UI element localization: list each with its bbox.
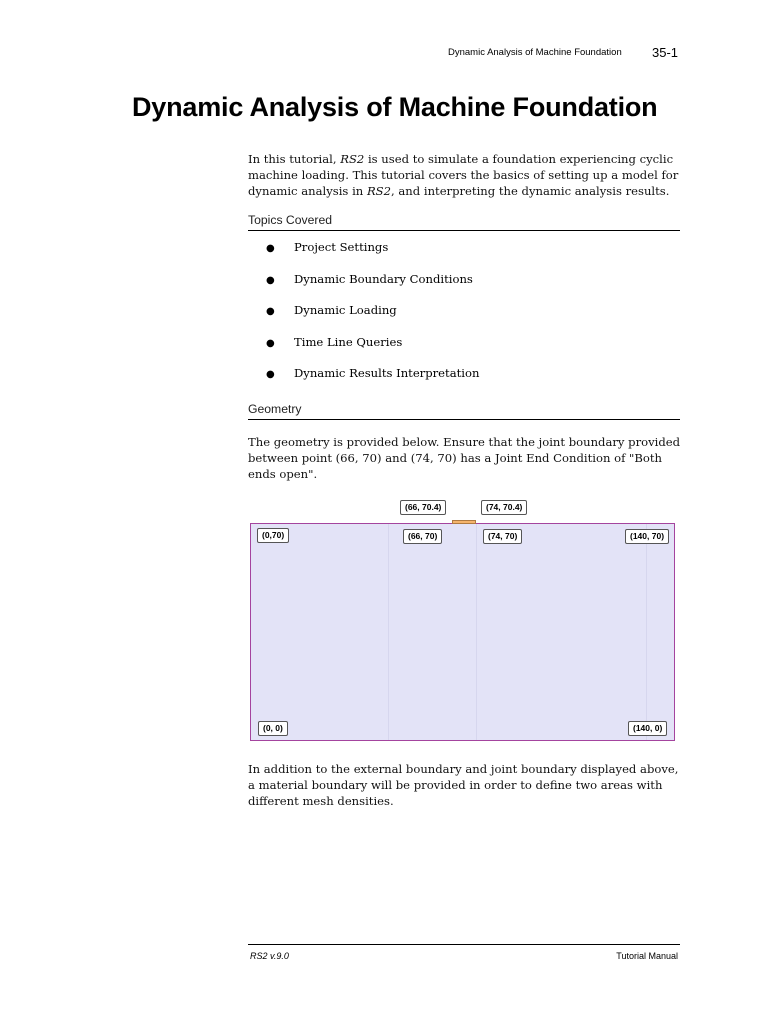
coordinate-label: (0,70) — [257, 528, 289, 543]
list-item — [266, 365, 479, 397]
joint-boundary — [452, 520, 476, 524]
coordinate-label: (74, 70.4) — [481, 500, 527, 515]
topic-label: Dynamic Results Interpretation — [294, 366, 480, 380]
footer-rule — [248, 944, 680, 945]
bullet-icon: ● — [266, 274, 275, 286]
topic-label: Dynamic Loading — [294, 303, 397, 317]
material-boundary-paragraph: In addition to the external boundary and joint boundary displayed above, a material boundary will be provided in order to define two areas with different mesh densities. — [248, 762, 679, 808]
rs2-name: RS2 — [340, 152, 365, 166]
page-title: Dynamic Analysis of Machine Foundation — [132, 92, 658, 122]
list-item — [266, 334, 479, 366]
bullet-icon: ● — [266, 243, 275, 254]
bullet-icon: ● — [266, 306, 275, 317]
intro-text-1: In this tutorial, — [248, 152, 341, 166]
coordinate-label: (140, 0) — [628, 721, 667, 736]
list-item — [266, 239, 479, 271]
list-item — [266, 302, 479, 334]
rs2-name: RS2 — [366, 184, 391, 198]
coordinate-label: (74, 70) — [483, 529, 522, 544]
grid-line — [476, 524, 477, 740]
intro-text-2: is used to simulate a foundation experiencing cyclic machine loading. This tutorial covers the basics of setting up a model for dynamic analysis in — [248, 152, 679, 198]
topics-heading: Topics Covered — [248, 213, 680, 231]
model-boundary — [250, 523, 675, 741]
coordinate-label: (66, 70) — [403, 529, 442, 544]
coordinate-label: (0, 0) — [258, 721, 288, 736]
topic-label: Time Line Queries — [294, 334, 403, 349]
running-title: Dynamic Analysis of Machine Foundation — [448, 47, 622, 58]
topic-label: Project Settings — [294, 240, 389, 254]
geometry-heading: Geometry — [248, 402, 680, 420]
coordinate-label: (66, 70.4) — [400, 500, 446, 515]
bullet-icon: ● — [266, 337, 275, 349]
intro-text-3: , and interpreting the dynamic analysis results. — [391, 184, 670, 198]
grid-line — [646, 524, 647, 740]
footer-manual: Tutorial Manual — [616, 951, 678, 961]
list-item — [266, 271, 479, 303]
bullet-icon: ● — [266, 369, 275, 380]
grid-line — [388, 524, 389, 740]
page-number: 35-1 — [652, 45, 679, 60]
footer-version: RS2 v.9.0 — [250, 951, 289, 961]
intro-paragraph — [248, 151, 688, 199]
coordinate-label: (140, 70) — [625, 529, 669, 544]
topics-list — [266, 239, 479, 397]
geometry-paragraph: The geometry is provided below. Ensure that the joint boundary provided between point (66, 70) and (74, 70) has a Joint End Condition of "Both ends open". — [248, 435, 681, 481]
topic-label: Dynamic Boundary Conditions — [294, 271, 473, 286]
